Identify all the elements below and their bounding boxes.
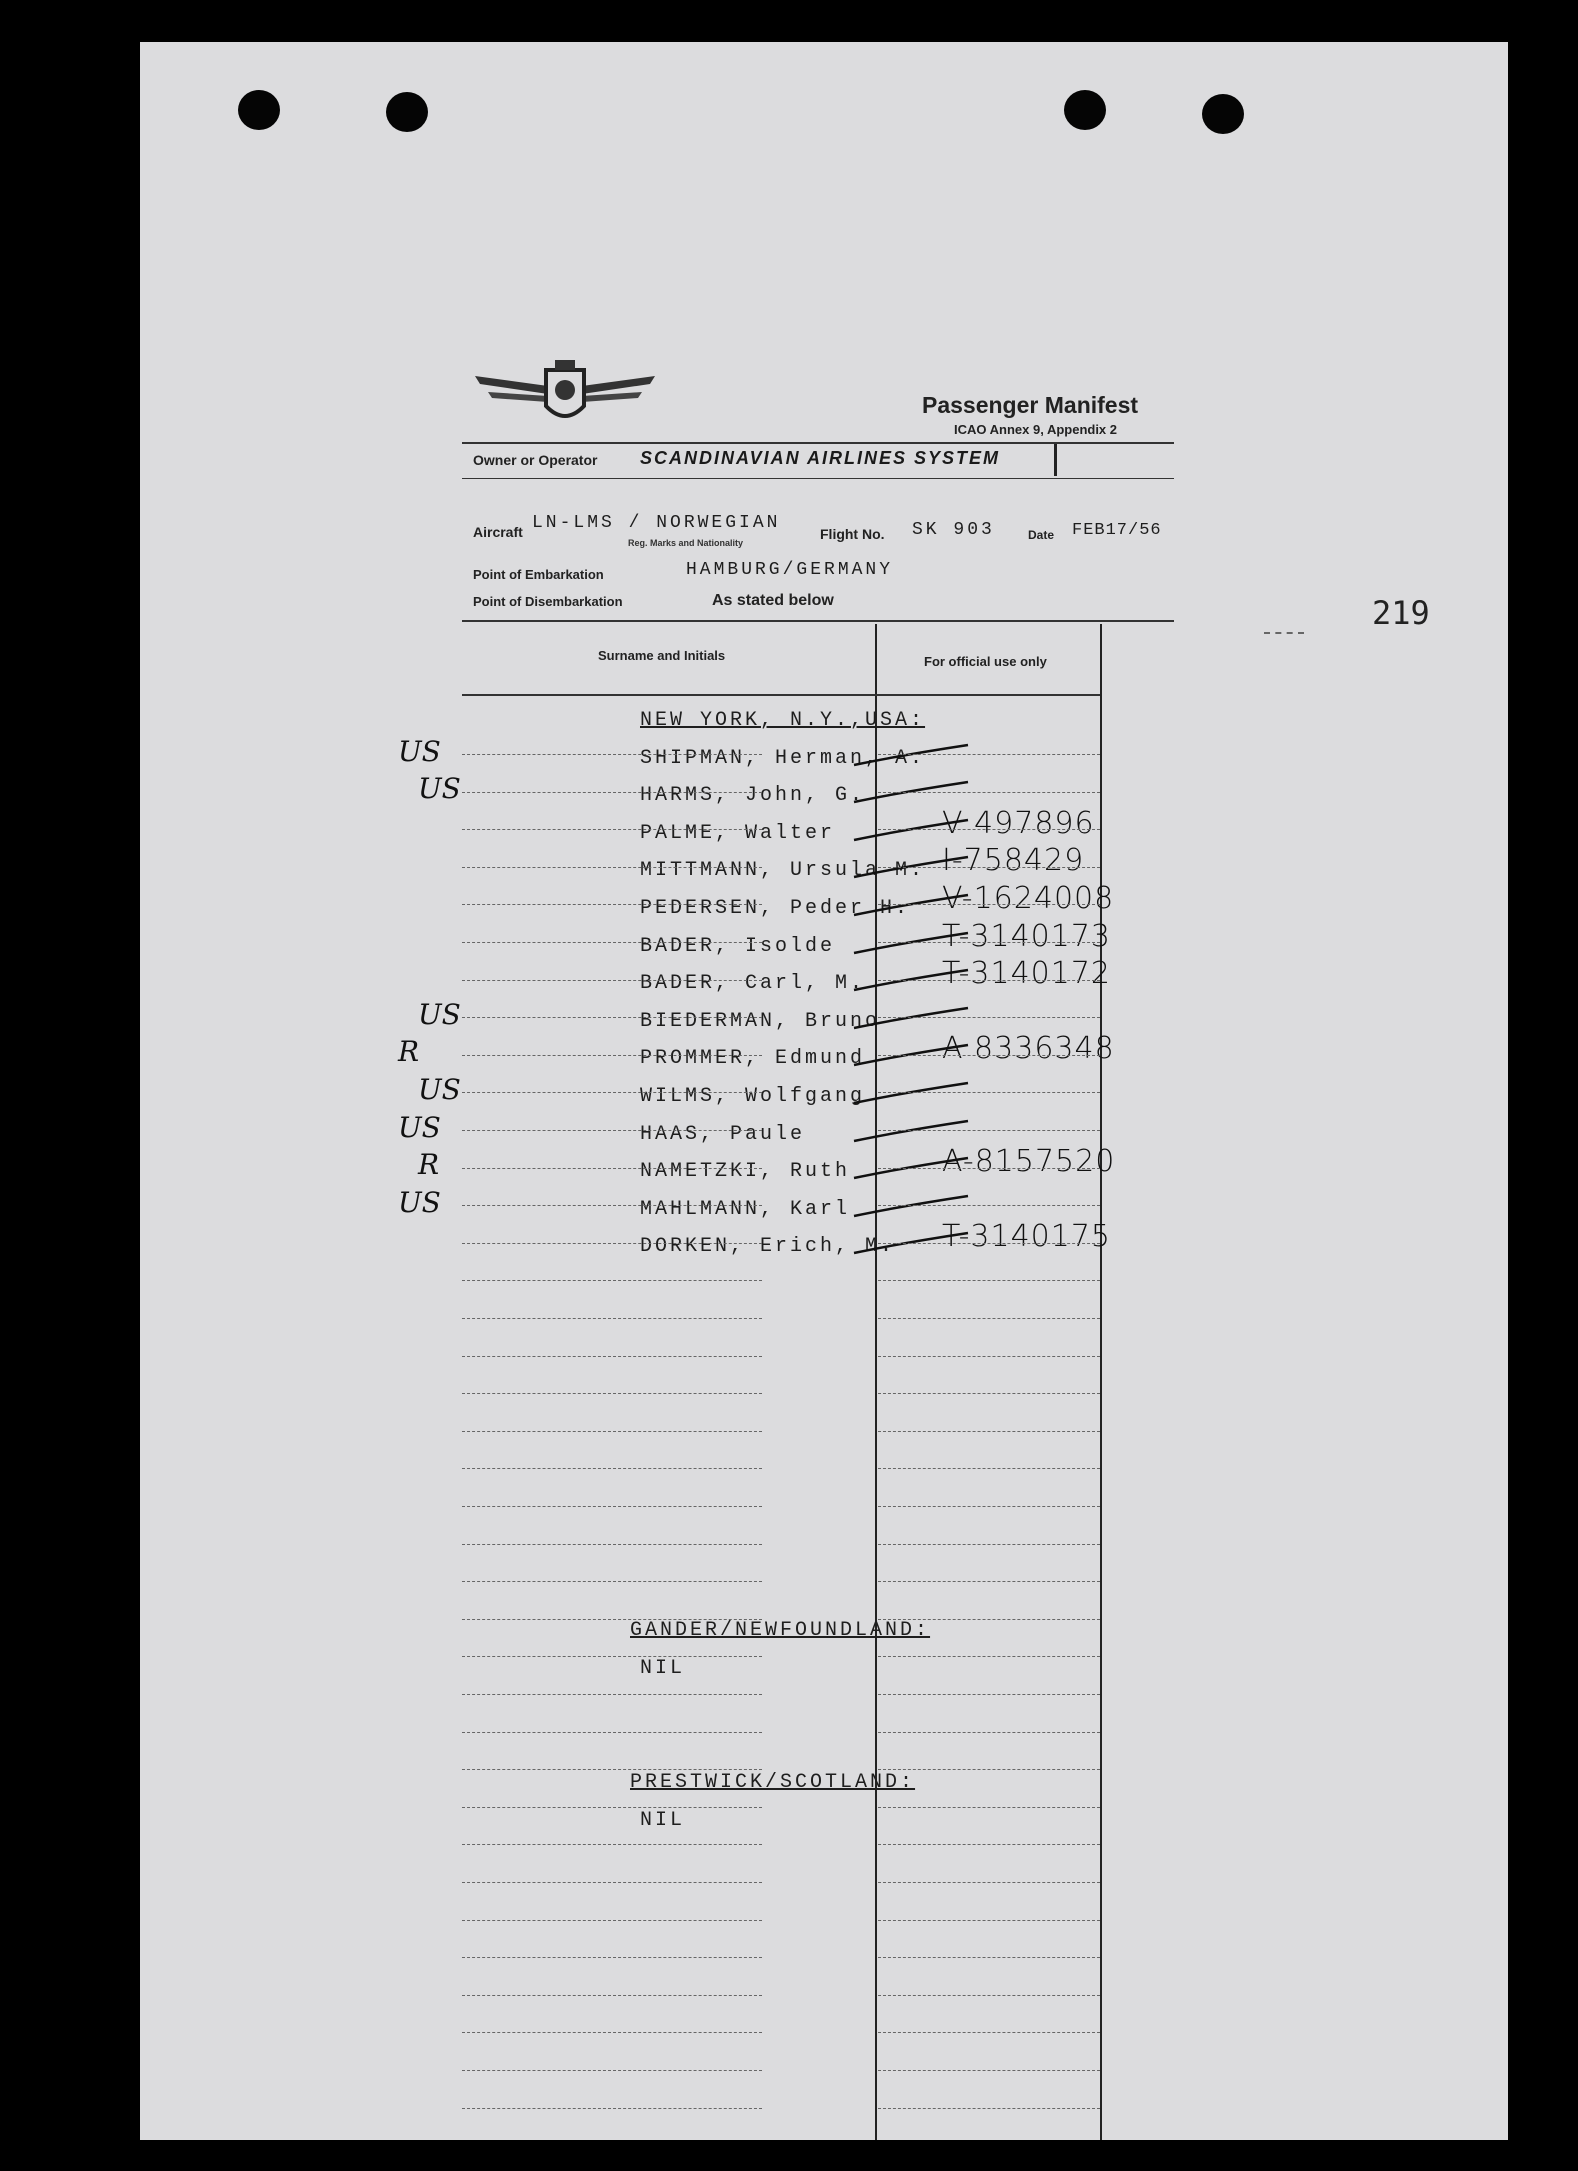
document-subtitle: ICAO Annex 9, Appendix 2 bbox=[954, 422, 1118, 437]
ruled-line bbox=[878, 1619, 1100, 1620]
ruled-line bbox=[462, 867, 762, 868]
ruled-line bbox=[462, 1694, 762, 1695]
margin-mark bbox=[1264, 632, 1304, 634]
nationality-mark: US bbox=[398, 734, 441, 768]
header-rule bbox=[462, 442, 1174, 444]
check-stroke bbox=[852, 1079, 972, 1109]
aircraft-label: Aircraft bbox=[473, 524, 523, 540]
ruled-line bbox=[462, 1280, 762, 1281]
ruled-line bbox=[878, 1356, 1100, 1357]
date-label: Date bbox=[1028, 528, 1055, 542]
passenger-name: PEDERSEN, Peder H. bbox=[640, 897, 911, 920]
ruled-line bbox=[462, 2032, 762, 2033]
passenger-name: BADER, Carl, M. bbox=[640, 972, 866, 996]
passenger-name: NIL bbox=[640, 1656, 686, 1680]
ruled-line bbox=[878, 1017, 1100, 1018]
ruled-line bbox=[878, 829, 1100, 830]
ruled-line bbox=[462, 754, 762, 755]
column-header-names: Surname and Initials bbox=[598, 648, 726, 663]
nationality-mark: US bbox=[418, 1073, 461, 1106]
nationality-mark: US bbox=[398, 1185, 441, 1219]
flight-value: SK 903 bbox=[912, 520, 995, 540]
owner-rule bbox=[462, 478, 1174, 479]
manifest-page bbox=[140, 42, 1508, 2140]
ruled-line bbox=[878, 1393, 1100, 1394]
punch-hole bbox=[1202, 94, 1244, 134]
ruled-line bbox=[462, 1092, 762, 1093]
ruled-line bbox=[462, 1017, 762, 1018]
aircraft-value: LN-LMS / NORWEGIAN bbox=[532, 513, 781, 533]
ruled-line bbox=[878, 1092, 1100, 1093]
owner-label: Owner or Operator bbox=[473, 452, 598, 468]
ruled-line bbox=[878, 1280, 1100, 1281]
ruled-line bbox=[878, 1243, 1100, 1244]
ruled-line bbox=[878, 980, 1100, 981]
ruled-line bbox=[462, 1393, 762, 1394]
embark-value: HAMBURG/GERMANY bbox=[686, 560, 894, 580]
ruled-line bbox=[878, 1807, 1100, 1808]
check-stroke bbox=[852, 966, 972, 996]
official-entry: T-3140172 bbox=[942, 956, 1112, 992]
ruled-line bbox=[462, 904, 762, 905]
passenger-name: NIL bbox=[640, 1808, 686, 1832]
ruled-line bbox=[878, 792, 1100, 793]
ruled-line bbox=[878, 1732, 1100, 1733]
ruled-line bbox=[462, 1356, 762, 1357]
section-heading: GANDER/NEWFOUNDLAND: bbox=[630, 1619, 931, 1642]
passenger-name: SHIPMAN, Herman, A. bbox=[640, 746, 926, 770]
ruled-line bbox=[462, 1055, 762, 1056]
check-stroke bbox=[852, 778, 972, 808]
ruled-line bbox=[462, 980, 762, 981]
passenger-name: BIEDERMAN, Bruno bbox=[640, 1009, 881, 1033]
passenger-name: WILMS, Wolfgang bbox=[640, 1085, 866, 1108]
ruled-line bbox=[878, 1055, 1100, 1056]
ruled-line bbox=[878, 1882, 1100, 1883]
ruled-line bbox=[462, 1168, 762, 1169]
disembark-label: Point of Disembarkation bbox=[473, 594, 623, 609]
check-stroke bbox=[852, 741, 972, 771]
section-heading: NEW YORK, N.Y.,USA: bbox=[640, 709, 926, 732]
embark-label: Point of Embarkation bbox=[473, 567, 604, 582]
check-stroke bbox=[852, 891, 972, 921]
ruled-line bbox=[878, 904, 1100, 905]
check-stroke bbox=[852, 1154, 972, 1184]
official-entry: A-8157520 bbox=[942, 1144, 1116, 1180]
nationality-mark: US bbox=[418, 772, 461, 806]
ruled-line bbox=[462, 1581, 762, 1582]
ruled-line bbox=[878, 1694, 1100, 1695]
ruled-line bbox=[462, 2108, 762, 2109]
section-heading: PRESTWICK/SCOTLAND: bbox=[630, 1771, 916, 1794]
nationality-mark: US bbox=[398, 1110, 441, 1144]
ruled-line bbox=[462, 1318, 762, 1319]
check-stroke bbox=[852, 929, 972, 959]
passenger-name: PROMMER, Edmund bbox=[640, 1047, 866, 1071]
check-stroke bbox=[852, 1229, 972, 1259]
column-divider bbox=[875, 624, 877, 2140]
punch-hole bbox=[238, 90, 280, 130]
ruled-line bbox=[878, 1205, 1100, 1206]
ruled-line bbox=[878, 1431, 1100, 1432]
ruled-line bbox=[878, 754, 1100, 755]
ruled-line bbox=[878, 1506, 1100, 1507]
ruled-line bbox=[462, 1506, 762, 1507]
check-stroke bbox=[852, 816, 972, 846]
check-stroke bbox=[852, 1041, 972, 1071]
ruled-line bbox=[878, 1544, 1100, 1545]
disembark-value: As stated below bbox=[712, 592, 834, 609]
airline-logo bbox=[470, 356, 660, 428]
ruled-line bbox=[878, 1844, 1100, 1845]
punch-hole bbox=[1064, 90, 1106, 130]
ruled-line bbox=[462, 1844, 762, 1845]
passenger-name: PALME, Walter bbox=[640, 821, 836, 845]
passenger-name: NAMETZKI, Ruth bbox=[640, 1160, 851, 1184]
ruled-line bbox=[462, 942, 762, 943]
ruled-line bbox=[878, 1581, 1100, 1582]
nationality-mark: R bbox=[418, 1148, 440, 1182]
ruled-line bbox=[462, 1130, 762, 1131]
ruled-line bbox=[878, 2108, 1100, 2109]
ruled-line bbox=[462, 1995, 762, 1996]
ruled-line bbox=[878, 1957, 1100, 1958]
ruled-line bbox=[462, 1544, 762, 1545]
official-entry: A 8336348 bbox=[942, 1031, 1115, 1067]
ruled-line bbox=[462, 1431, 762, 1432]
document-title: Passenger Manifest bbox=[922, 392, 1139, 418]
ruled-line bbox=[878, 1656, 1100, 1657]
date-value: FEB17/56 bbox=[1072, 521, 1162, 540]
passenger-name: MAHLMANN, Karl bbox=[640, 1197, 851, 1221]
ruled-line bbox=[878, 1920, 1100, 1921]
ruled-line bbox=[878, 1769, 1100, 1770]
official-entry: I-758429 bbox=[942, 843, 1085, 879]
ruled-line bbox=[462, 1957, 762, 1958]
ruled-line bbox=[878, 1468, 1100, 1469]
ruled-line bbox=[878, 1318, 1100, 1319]
ruled-line bbox=[878, 1995, 1100, 1996]
ruled-line bbox=[462, 1920, 762, 1921]
check-stroke bbox=[852, 1004, 972, 1034]
owner-tick bbox=[1054, 444, 1057, 476]
table-right-edge bbox=[1100, 624, 1102, 2140]
ruled-line bbox=[878, 1130, 1100, 1131]
ruled-line bbox=[462, 1807, 762, 1808]
ruled-line bbox=[462, 1656, 762, 1657]
column-header-official: For official use only bbox=[924, 654, 1047, 669]
ruled-line bbox=[878, 2032, 1100, 2033]
official-entry: V-1624008 bbox=[942, 881, 1115, 916]
ruled-line bbox=[462, 1769, 762, 1770]
passenger-name: MITTMANN, Ursula M. bbox=[640, 859, 926, 883]
nationality-mark: US bbox=[418, 997, 461, 1031]
ruled-line bbox=[462, 1732, 762, 1733]
passenger-name: HAAS, Paule bbox=[640, 1122, 806, 1146]
owner-value: SCANDINAVIAN AIRLINES SYSTEM bbox=[640, 448, 1001, 468]
aircraft-sublabel: Reg. Marks and Nationality bbox=[628, 538, 744, 548]
flight-label: Flight No. bbox=[820, 526, 885, 542]
official-entry: T-3140173 bbox=[942, 918, 1112, 954]
nationality-mark: R bbox=[398, 1035, 420, 1069]
page-number: 219 bbox=[1372, 594, 1430, 632]
official-entry: V 497896 bbox=[942, 805, 1095, 841]
ruled-line bbox=[878, 2070, 1100, 2071]
check-stroke bbox=[852, 1117, 972, 1147]
check-stroke bbox=[852, 853, 972, 883]
header-bottom-rule bbox=[462, 620, 1174, 622]
ruled-line bbox=[462, 792, 762, 793]
ruled-line bbox=[878, 1168, 1100, 1169]
ruled-line bbox=[462, 1243, 762, 1244]
ruled-line bbox=[462, 1619, 762, 1620]
ruled-line bbox=[462, 2070, 762, 2071]
ruled-line bbox=[462, 1468, 762, 1469]
table-header-rule bbox=[462, 694, 1100, 696]
ruled-line bbox=[462, 829, 762, 830]
check-stroke bbox=[852, 1192, 972, 1222]
ruled-line bbox=[462, 1205, 762, 1206]
punch-hole bbox=[386, 92, 428, 132]
ruled-line bbox=[878, 942, 1100, 943]
passenger-name: DORKEN, Erich, M. bbox=[640, 1235, 896, 1259]
ruled-line bbox=[878, 867, 1100, 868]
official-entry: T-3140175 bbox=[942, 1219, 1112, 1255]
passenger-name: HARMS, John, G. bbox=[640, 784, 866, 808]
passenger-name: BADER, Isolde bbox=[640, 934, 836, 958]
ruled-line bbox=[462, 1882, 762, 1883]
